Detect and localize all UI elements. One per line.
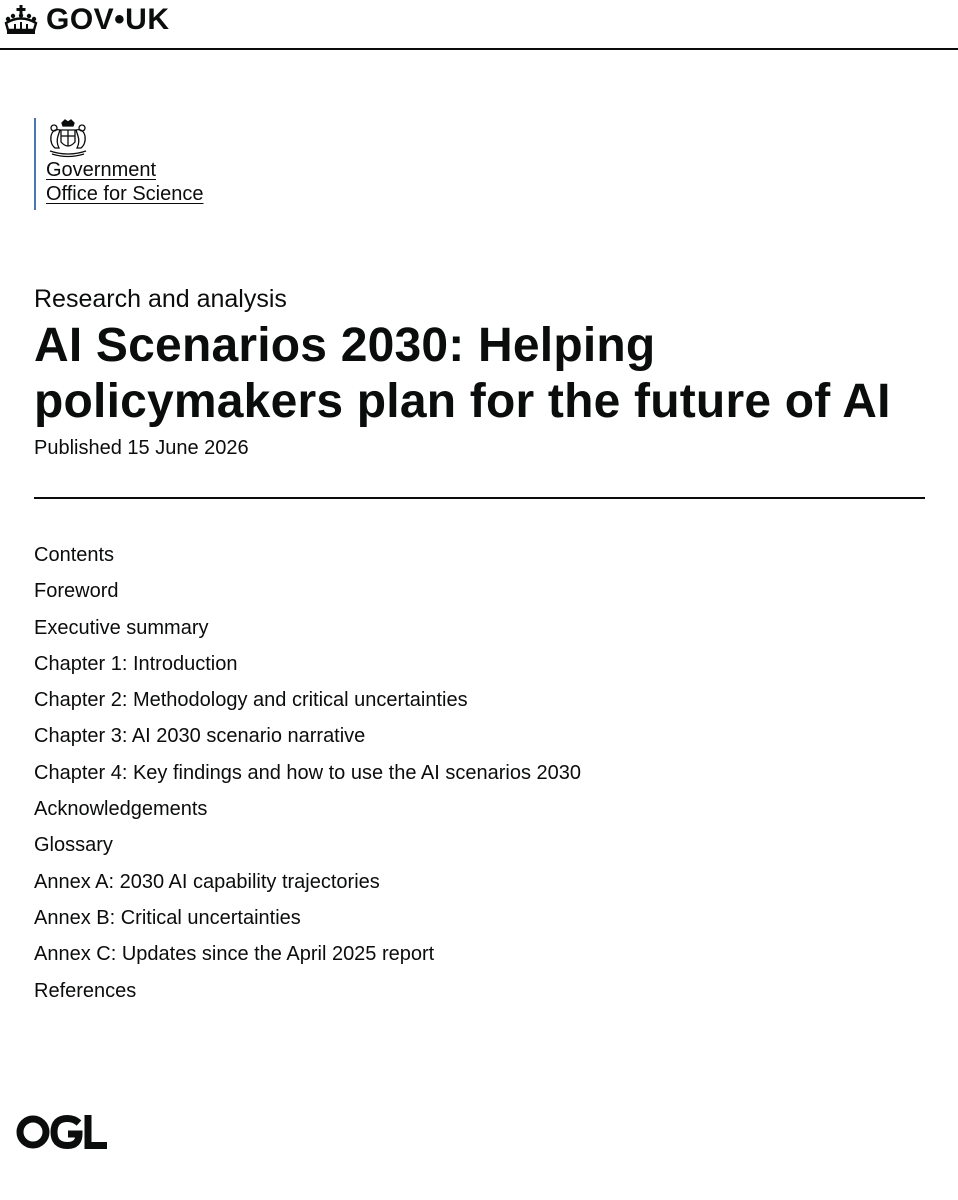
- govuk-header: [0, 0, 958, 50]
- contents-item[interactable]: Chapter 3: AI 2030 scenario narrative: [34, 725, 366, 748]
- section-divider: [34, 497, 925, 499]
- royal-arms-crest-icon: [45, 118, 91, 158]
- contents-item[interactable]: Executive summary: [34, 616, 209, 639]
- organisation-name-line1: Government: [46, 159, 157, 181]
- document-type-caption: Research and analysis: [34, 285, 287, 313]
- govuk-logo-link[interactable]: [2, 2, 170, 38]
- ogl-logo-icon: [16, 1112, 108, 1152]
- contents-item[interactable]: Contents: [34, 544, 115, 566]
- organisation-logo[interactable]: [34, 118, 203, 210]
- contents-item[interactable]: Annex B: Critical uncertainties: [34, 906, 301, 929]
- contents-item[interactable]: Glossary: [34, 834, 113, 857]
- contents-item[interactable]: Annex A: 2030 AI capability trajectories: [34, 870, 380, 893]
- contents-item[interactable]: Chapter 1: Introduction: [34, 652, 238, 675]
- contents-list: [34, 537, 581, 1009]
- contents-item[interactable]: Chapter 4: Key findings and how to use the AI scenarios 2030: [34, 761, 582, 784]
- contents-item[interactable]: Annex C: Updates since the April 2025 report: [34, 943, 435, 966]
- published-date: Published 15 June 2026: [34, 437, 249, 459]
- page-title: AI Scenarios 2030: Helping policymakers plan for the future of AI: [34, 319, 891, 428]
- organisation-name-line2: Office for Science: [46, 183, 204, 205]
- contents-item[interactable]: Chapter 2: Methodology and critical uncertainties: [34, 689, 468, 712]
- govuk-wordmark: GOV•UK: [46, 3, 170, 36]
- contents-item[interactable]: Acknowledgements: [34, 798, 208, 821]
- contents-item[interactable]: Foreword: [34, 580, 119, 603]
- contents-item[interactable]: References: [34, 979, 137, 1002]
- crown-icon: [2, 2, 40, 38]
